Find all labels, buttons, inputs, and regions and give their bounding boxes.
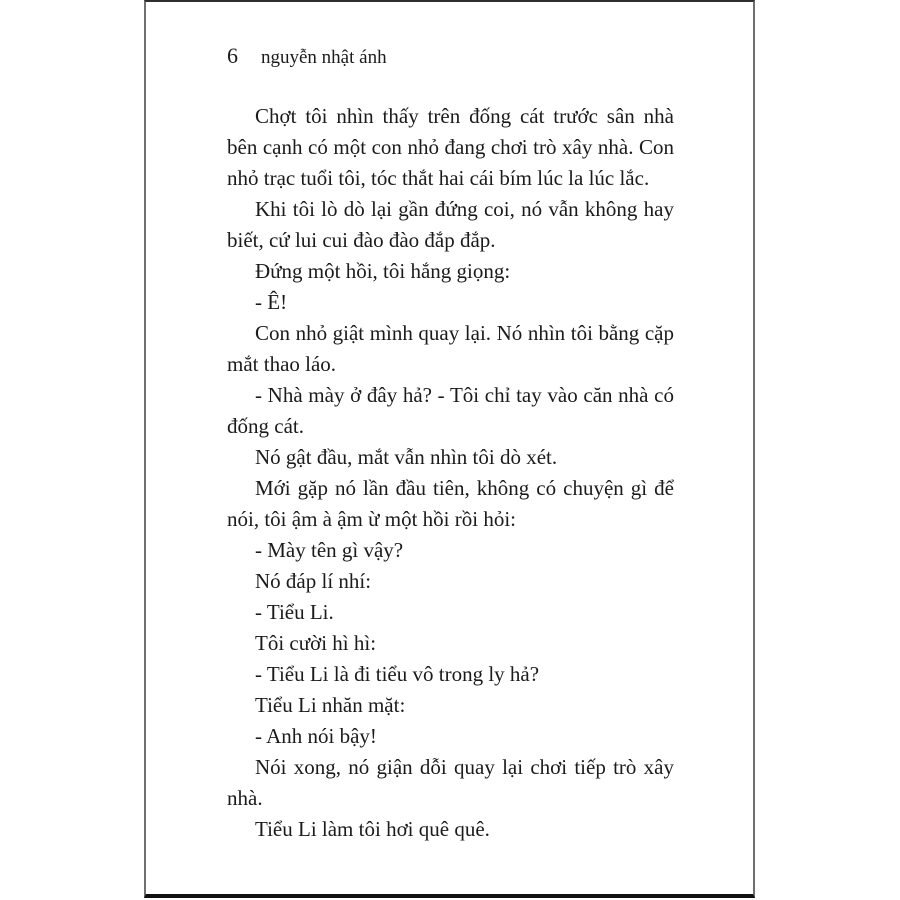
book-page [144,0,755,898]
running-title: nguyễn nhật ánh [261,47,387,68]
paragraph: Con nhỏ giật mình quay lại. Nó nhìn tôi bằng cặp mắt thao láo. [227,321,674,376]
paragraph: Tôi cười hì hì: [255,631,377,655]
paragraph: Nói xong, nó giận dỗi quay lại chơi tiếp trò xây nhà. [227,755,674,810]
page-number: 6 [227,43,238,68]
paragraph: Nó đáp lí nhí: [255,569,372,593]
paragraph: Tiểu Li làm tôi hơi quê quê. [255,817,490,841]
paragraph: - Ê! [255,290,288,314]
page-header [227,43,674,71]
paragraph: Tiểu Li nhăn mặt: [255,693,406,717]
paragraph: Mới gặp nó lần đầu tiên, không có chuyện gì để nói, tôi ậm à ậm ừ một hồi rồi hỏi: [227,476,674,531]
paragraph: Đứng một hồi, tôi hắng giọng: [255,259,511,283]
paragraph: - Nhà mày ở đây hả? - Tôi chỉ tay vào căn nhà có đống cát. [227,383,674,438]
paragraph: Chợt tôi nhìn thấy trên đống cát trước sân nhà bên cạnh có một con nhỏ đang chơi trò xây nhà. Con nhỏ trạc tuổi tôi, tóc thắt hai cái bím lúc la lúc lắc. [227,104,674,190]
paragraph: Nó gật đầu, mắt vẫn nhìn tôi dò xét. [255,445,558,469]
paragraph: - Tiểu Li. [255,600,334,624]
paragraph: - Mày tên gì vậy? [255,538,404,562]
paragraph: - Anh nói bậy! [255,724,377,748]
paragraph: Khi tôi lò dò lại gần đứng coi, nó vẫn không hay biết, cứ lui cui đào đào đắp đắp. [227,197,674,252]
page-body [227,101,674,845]
paragraph: - Tiểu Li là đi tiểu vô trong ly hả? [255,662,540,686]
